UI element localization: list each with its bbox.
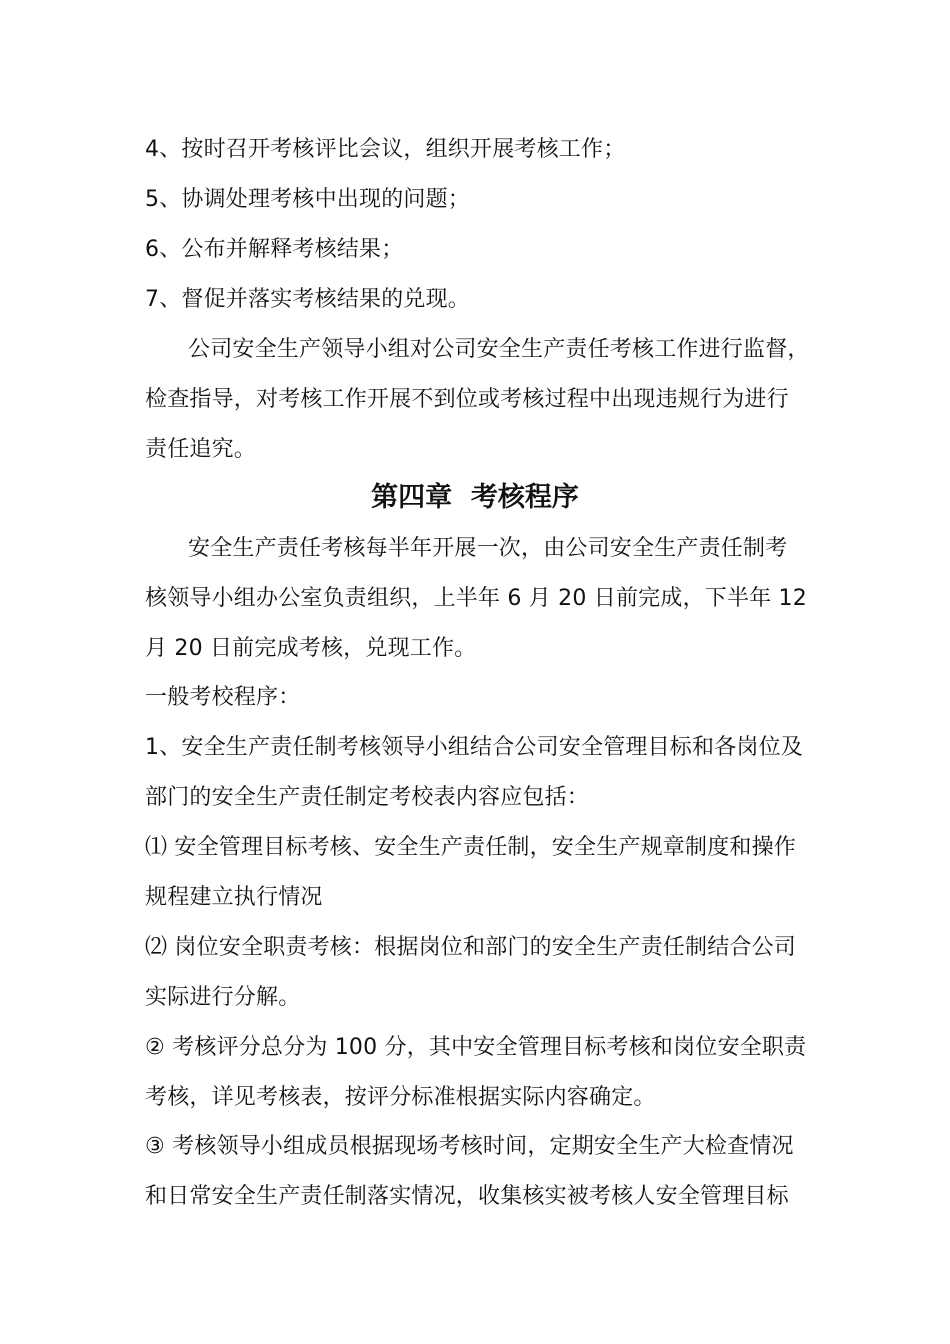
- list-item-7: 7、督促并落实考核结果的兑现。: [145, 287, 470, 312]
- list-item-4: 4、按时召开考核评比会议，组织开展考核工作；: [145, 137, 626, 162]
- paragraph-schedule-line-1: 安全生产责任考核每半年开展一次，由公司安全生产责任制考: [188, 536, 788, 561]
- sub-item-2-line-2: 实际进行分解。: [145, 985, 301, 1010]
- procedure-item-1-line-1: 1、安全生产责任制考核领导小组结合公司安全管理目标和各岗位及: [145, 735, 803, 760]
- chapter-heading: 第四章 考核程序: [371, 482, 579, 513]
- paragraph-schedule-line-2: 核领导小组办公室负责组织，上半年 6 月 20 日前完成，下半年 12: [145, 586, 807, 611]
- list-item-6: 6、公布并解释考核结果；: [145, 237, 404, 262]
- circled-item-3-line-2: 和日常安全生产责任制落实情况，收集核实被考核人安全管理目标: [145, 1184, 789, 1209]
- circled-item-3-line-1: ③ 考核领导小组成员根据现场考核时间，定期安全生产大检查情况: [145, 1134, 794, 1159]
- list-item-5: 5、协调处理考核中出现的问题；: [145, 187, 470, 212]
- paragraph-schedule-line-3: 月 20 日前完成考核，兑现工作。: [145, 636, 477, 661]
- paragraph-supervision-line-1: 公司安全生产领导小组对公司安全生产责任考核工作进行监督，: [188, 337, 810, 362]
- paragraph-supervision-line-2: 检查指导，对考核工作开展不到位或考核过程中出现违规行为进行: [145, 387, 789, 412]
- circled-item-2-line-2: 考核，详见考核表，按评分标准根据实际内容确定。: [145, 1085, 656, 1110]
- procedure-item-1-line-2: 部门的安全生产责任制定考校表内容应包括：: [145, 785, 590, 810]
- sub-item-1-line-1: ⑴ 安全管理目标考核、安全生产责任制，安全生产规章制度和操作: [145, 835, 796, 860]
- paragraph-supervision-line-3: 责任追究。: [145, 437, 257, 462]
- sub-item-1-line-2: 规程建立执行情况: [145, 885, 323, 910]
- circled-item-2-line-1: ② 考核评分总分为 100 分，其中安全管理目标考核和岗位安全职责: [145, 1035, 807, 1060]
- sub-item-2-line-1: ⑵ 岗位安全职责考核：根据岗位和部门的安全生产责任制结合公司: [145, 935, 796, 960]
- procedure-label: 一般考校程序：: [145, 685, 301, 710]
